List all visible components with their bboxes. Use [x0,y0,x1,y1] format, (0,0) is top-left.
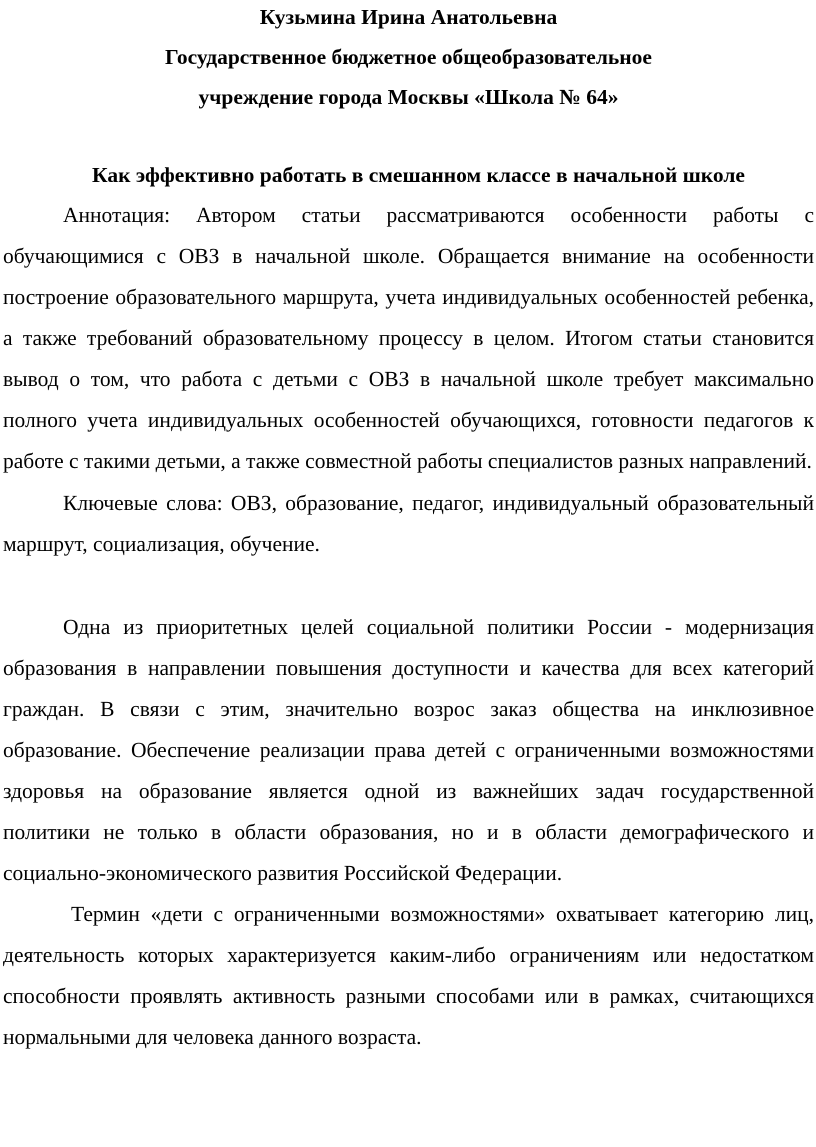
keywords-paragraph: Ключевые слова: ОВЗ, образование, педагог, индивидуальный образовательный маршрут, социализация, обучение. [3,491,814,556]
body-paragraph: Одна из приоритетных целей социальной политики России - модернизация образования в направлении повышения доступности и качества для всех категорий граждан. В связи с этим, значительно возрос заказ общества на инклюзивное образование. Обеспечение реализации права детей с ограниченными возможностями здоровья на образование является одной из важнейших задач государственной политики не только в области образования, но и в области демографического и социально-экономического развития Российской Федерации. [3,615,814,885]
annotation-paragraph: Аннотация: Автором статьи рассматриваются особенности работы с обучающимися с ОВЗ в начальной школе. Обращается внимание на особенности построение образовательного маршрута, учета индивидуальных особенностей ребенка, а также требований образовательному процессу в целом. Итогом статьи становится вывод о том, что работа с детьми с ОВЗ в начальной школе требует максимально полного учета индивидуальных особенностей обучающихся, готовности педагогов к работе с такими детьми, а также совместной работы специалистов разных направлений. [3,203,814,473]
article-title: Как эффективно работать в смешанном классе в начальной школе [92,163,745,187]
author-name: Кузьмина Ирина Анатольевна [259,5,558,29]
organization-line-1: Государственное бюджетное общеобразовательное [165,45,652,69]
body-paragraph: Термин «дети с ограниченными возможностями» охватывает категорию лиц, деятельность которых характеризуется каким-либо ограничениям или недостатком способности проявлять активность разными способами или в рамках, считающихся нормальными для человека данного возраста. [3,902,814,1049]
organization-line-2: учреждение города Москвы «Школа № 64» [198,85,619,109]
